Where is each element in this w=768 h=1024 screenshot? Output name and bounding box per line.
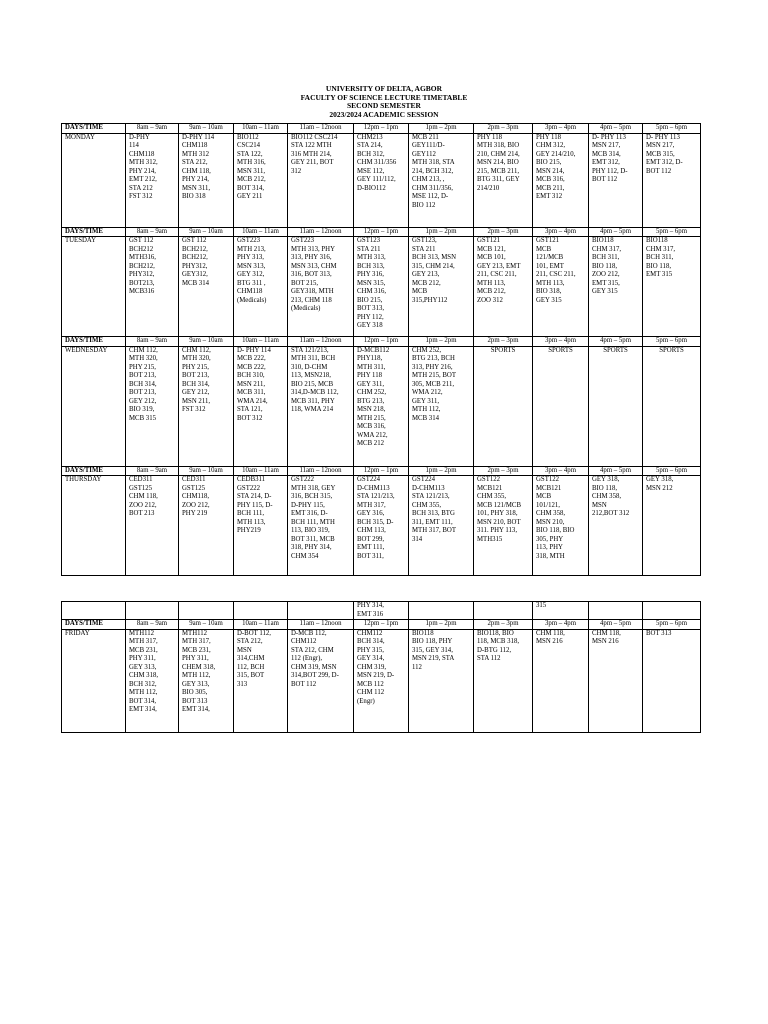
course-cell: GST222 MTH 318, GEY 316, BCH 315, D-PHY 115, EMT 316, D- BCH 111, MTH 113, BIO 319, BOT 311, MCB 318, PHY 314, CHM 354 — [288, 476, 354, 576]
time-slot-header: 9am – 10am — [179, 620, 234, 630]
day-row-thursday-cont — [62, 602, 701, 620]
day-name: TUESDAY — [62, 237, 126, 337]
course-cell: CHM112 BCH 314, PHY 315, GEY 314, CHM 319, MSN 219, D- MCB 112 CHM 112 (Engr) — [354, 629, 409, 732]
course-cell: GST121 MCB 121/MCB 101, EMT 211, CSC 211, MTH 113, BIO 318, GEY 315 — [533, 237, 589, 337]
time-slot-header: 3pm – 4pm — [533, 227, 589, 237]
day-row-friday — [62, 629, 701, 732]
course-cell: CHM 118, MSN 216 — [533, 629, 589, 732]
university-name: UNIVERSITY OF DELTA, AGBOR — [325, 84, 443, 93]
course-cell: CHM 118, MSN 216 — [589, 629, 643, 732]
time-slot-header: 4pm – 5pm — [589, 227, 643, 237]
time-slot-header: 11am – 12noon — [288, 337, 354, 347]
days-time-header: DAYS/TIME — [62, 124, 126, 134]
course-cell: BIO112 CSC214 STA 122, MTH 316, MSN 311, MCB 212, BOT 314, GEY 211 — [234, 133, 288, 227]
course-cell: GST123 STA 211 MTH 313, BCH 313, PHY 316, MSN 315, CHM 316, BIO 215, BOT 313, PHY 112, GEY 318 — [354, 237, 409, 337]
course-cell: GST 112 BCH212 MTH316, BCH212, PHY312, BOT213, MCB316 — [126, 237, 179, 337]
time-slot-header: 11am – 12noon — [288, 124, 354, 134]
time-slot-header: 4pm – 5pm — [589, 337, 643, 347]
course-cell: BIO118 CHM 317, BCH 311, BIO 118, EMT 315 — [643, 237, 701, 337]
time-header-row — [62, 337, 701, 347]
time-slot-header: 8am – 9am — [126, 466, 179, 476]
course-cell: CEDB311 GST222 STA 214, D- PHY 115, D- BCH 111, MTH 113, PHY219 — [234, 476, 288, 576]
time-header-row — [62, 466, 701, 476]
course-cell: CHM 112, MTH 320, PHY 215, BOT 213, BCH 314, BOT 213, GEY 212, BIO 319, MCB 315 — [126, 346, 179, 466]
time-slot-header: 4pm – 5pm — [589, 620, 643, 630]
course-cell: PHY 118 CHM 312, GEY 214/210, BIO 215, MSN 214, MCB 316, MCB 211, EMT 312 — [533, 133, 589, 227]
time-slot-header: 3pm – 4pm — [533, 124, 589, 134]
course-cell: CED311 GST125 CHM 118, ZOO 212, BOT 213 — [126, 476, 179, 576]
course-cell: GST121 MCB 121, MCB 101, GEY 213, EMT 211, CSC 211, MTH 113, MCB 212, ZOO 312 — [474, 237, 533, 337]
course-cell: BIO118 CHM 317, BCH 311, BIO 118, ZOO 212, EMT 315, GEY 315 — [589, 237, 643, 337]
time-slot-header: 2pm – 3pm — [474, 337, 533, 347]
time-slot-header: 10am – 11am — [234, 337, 288, 347]
course-cell: MTH112 MTH 317, MCB 231, PHY 311, CHEM 318, MTH 112, GEY 313, BIO 305, BOT 313 EMT 314, — [179, 629, 234, 732]
course-cell: PHY 314, EMT 316 — [354, 602, 409, 620]
time-slot-header: 12pm – 1pm — [354, 124, 409, 134]
time-slot-header: 10am – 11am — [234, 620, 288, 630]
course-cell: GST224 D-CHM113 STA 121/213, CHM 355, BCH 313, BTG 311, EMT 111, MTH 317, BOT 314 — [409, 476, 474, 576]
day-row-thursday — [62, 476, 701, 576]
time-slot-header: 4pm – 5pm — [589, 466, 643, 476]
day-name: WEDNESDAY — [62, 346, 126, 466]
course-cell — [288, 602, 354, 620]
course-cell — [643, 602, 701, 620]
time-slot-header: 11am – 12noon — [288, 620, 354, 630]
time-slot-header: 5pm – 6pm — [643, 620, 701, 630]
session: 2023/2024 ACADEMIC SESSION — [329, 109, 439, 119]
course-cell: D-MCB112 PHY118, MTH 311, PHY 118 GEY 311, CHM 252, BTG 213, MSN 218, MTH 215, MCB 316, WMA 212, MCB 212 — [354, 346, 409, 466]
time-slot-header: 2pm – 3pm — [474, 124, 533, 134]
course-cell: D-MCB 112, CHM112 STA 212, CHM 112 (Engr), CHM 319, MSN 314,BOT 299, D- BOT 112 — [288, 629, 354, 732]
faculty-title: FACULTY OF SCIENCE LECTURE TIMETABLE — [300, 92, 468, 102]
time-slot-header: 9am – 10am — [179, 227, 234, 237]
time-header-row — [62, 227, 701, 237]
course-cell: D-PHY 114 CHM118 MTH 312 STA 212, CHM 118, PHY 214, MSN 311, BIO 318 — [179, 133, 234, 227]
course-cell: CHM 252, BTG 213, BCH 313, PHY 216, MTH 215, BOT 305, MCB 211, WMA 212, GEY 311, MTH 112, MCB 314 — [409, 346, 474, 466]
day-row-monday — [62, 133, 701, 227]
time-slot-header: 2pm – 3pm — [474, 620, 533, 630]
course-cell: GST224 D-CHM113 STA 121/213, MTH 317, GEY 316, BCH 315, D- CHM 113, BOT 299, EMT 111, BOT 311, — [354, 476, 409, 576]
day-row-tuesday — [62, 237, 701, 337]
time-slot-header: 8am – 9am — [126, 227, 179, 237]
time-slot-header: 5pm – 6pm — [643, 466, 701, 476]
course-cell — [179, 602, 234, 620]
day-name: MONDAY — [62, 133, 126, 227]
day-row-wednesday — [62, 346, 701, 466]
day-name: FRIDAY — [62, 629, 126, 732]
course-cell: GEY 318, MSN 212 — [643, 476, 701, 576]
course-cell: MCB 211 GEY111/D- GEY112 MTH 318, STA 214, BCH 312, CHM 213, , CHM 311/356, MSE 112, D- BIO 112 — [409, 133, 474, 227]
time-slot-header: 9am – 10am — [179, 124, 234, 134]
course-cell: D- PHY 113 MSN 217, MCB 314, EMT 312, PHY 112, D- BOT 112 — [589, 133, 643, 227]
time-slot-header: 10am – 11am — [234, 124, 288, 134]
time-slot-header: 12pm – 1pm — [354, 466, 409, 476]
course-cell: GST123, STA 211 BCH 313, MSN 315, CHM 214, GEY 213, MCB 212, MCB 315,PHY112 — [409, 237, 474, 337]
course-cell: BIO118 BIO 118, PHY 315, GEY 314, MSN 219, STA 112 — [409, 629, 474, 732]
course-cell: 315 — [533, 602, 589, 620]
time-slot-header: 9am – 10am — [179, 466, 234, 476]
course-cell: STA 121/213, MTH 311, BCH 310, D-CHM 113, MSN218, BIO 215, MCB 314,D-MCB 112, MCB 311, PHY 118, WMA 214 — [288, 346, 354, 466]
time-slot-header: 3pm – 4pm — [533, 337, 589, 347]
time-slot-header: 5pm – 6pm — [643, 337, 701, 347]
course-cell: GST 112 BCH212, BCH212, PHY312, GEY312, MCB 314 — [179, 237, 234, 337]
time-slot-header: 11am – 12noon — [288, 227, 354, 237]
time-slot-header: 12pm – 1pm — [354, 620, 409, 630]
course-cell — [409, 602, 474, 620]
time-slot-header: 3pm – 4pm — [533, 466, 589, 476]
course-cell: D- PHY 114 MCB 222, MCB 222, BCH 310, MSN 211, MCB 311, WMA 214, STA 121, BOT 312 — [234, 346, 288, 466]
time-slot-header: 1pm – 2pm — [409, 337, 474, 347]
timetable-page-2 — [61, 601, 701, 733]
course-cell: CHM213 STA 214, BCH 312, CHM 311/356 MSE 112, GEY 111/112, D-BIO112 — [354, 133, 409, 227]
day-name — [62, 602, 126, 620]
course-cell: MTH112 MTH 317, MCB 231, PHY 311, GEY 313, CHM 318, BCH 312, MTH 112, BOT 314, EMT 314, — [126, 629, 179, 732]
course-cell: GST122 MCB121 CHM 355, MCB 121/MCB 101, PHY 318, MSN 210, BOT 311. PHY 113, MTH315 — [474, 476, 533, 576]
time-slot-header: 11am – 12noon — [288, 466, 354, 476]
time-header-row — [62, 620, 701, 630]
course-cell: D-PHY 114 CHM118 MTH 312, PHY 214, EMT 212, STA 212 FST 312 — [126, 133, 179, 227]
time-header-row — [62, 124, 701, 134]
course-cell: BIO118, BIO 118, MCB 318, D-BTG 112, STA 112 — [474, 629, 533, 732]
course-cell: D- PHY 113 MSN 217, MCB 315, EMT 312, D- BOT 112 — [643, 133, 701, 227]
time-slot-header: 10am – 11am — [234, 227, 288, 237]
course-cell — [474, 602, 533, 620]
course-cell: GST223 MTH 213, PHY 313, MSN 313, GEY 312, BTG 311 , CHM118 (Medicals) — [234, 237, 288, 337]
time-slot-header: 1pm – 2pm — [409, 124, 474, 134]
time-slot-header: 1pm – 2pm — [409, 227, 474, 237]
days-time-header: DAYS/TIME — [62, 227, 126, 237]
time-slot-header: 8am – 9am — [126, 620, 179, 630]
time-slot-header: 2pm – 3pm — [474, 466, 533, 476]
course-cell — [234, 602, 288, 620]
time-slot-header: 12pm – 1pm — [354, 337, 409, 347]
time-slot-header: 8am – 9am — [126, 124, 179, 134]
course-cell: BOT 313 — [643, 629, 701, 732]
time-slot-header: 1pm – 2pm — [409, 620, 474, 630]
time-slot-header: 4pm – 5pm — [589, 124, 643, 134]
course-cell: SPORTS — [474, 346, 533, 466]
course-cell — [589, 602, 643, 620]
time-slot-header: 10am – 11am — [234, 466, 288, 476]
course-cell: GST122 MCB121 MCB 101/121, CHM 358, MSN 210, BIO 118, BIO 305, PHY 113, PHY 318, MTH — [533, 476, 589, 576]
course-cell — [126, 602, 179, 620]
course-cell: D-BOT 112, STA 212, MSN 314,CHM 112, BCH 315, BOT 313 — [234, 629, 288, 732]
day-name: THURSDAY — [62, 476, 126, 576]
course-cell: SPORTS — [643, 346, 701, 466]
course-cell: GEY 318, BIO 118, CHM 358, MSN 212,BOT 312 — [589, 476, 643, 576]
course-cell: CHM 112, MTH 320, PHY 215, BOT 213, BCH 314, GEY 212, MSN 211, FST 312 — [179, 346, 234, 466]
time-slot-header: 5pm – 6pm — [643, 124, 701, 134]
course-cell: SPORTS — [533, 346, 589, 466]
time-slot-header: 5pm – 6pm — [643, 227, 701, 237]
time-slot-header: 3pm – 4pm — [533, 620, 589, 630]
course-cell: CED311 GST125 CHM118, ZOO 212, PHY 219 — [179, 476, 234, 576]
time-slot-header: 2pm – 3pm — [474, 227, 533, 237]
time-slot-header: 8am – 9am — [126, 337, 179, 347]
course-cell: GST223 MTH 313, PHY 313, PHY 316, MSN 313, CHM 316, BOT 313, BOT 215, GEY318, MTH 213, CHM 118 (Medicals) — [288, 237, 354, 337]
time-slot-header: 12pm – 1pm — [354, 227, 409, 237]
time-slot-header: 1pm – 2pm — [409, 466, 474, 476]
course-cell: PHY 118 MTH 318, BIO 210, CHM 214, MSN 214, BIO 215, MCB 211, BTG 311, GEY 214/210 — [474, 133, 533, 227]
course-cell: SPORTS — [589, 346, 643, 466]
semester: SECOND SEMESTER — [347, 101, 421, 111]
course-cell: BIO112 CSC214 STA 122 MTH 316 MTH 214, GEY 211, BOT 312 — [288, 133, 354, 227]
days-time-header: DAYS/TIME — [62, 620, 126, 630]
timetable-page-1 — [61, 123, 701, 576]
days-time-header: DAYS/TIME — [62, 466, 126, 476]
days-time-header: DAYS/TIME — [62, 337, 126, 347]
time-slot-header: 9am – 10am — [179, 337, 234, 347]
timetable-header — [0, 85, 768, 119]
